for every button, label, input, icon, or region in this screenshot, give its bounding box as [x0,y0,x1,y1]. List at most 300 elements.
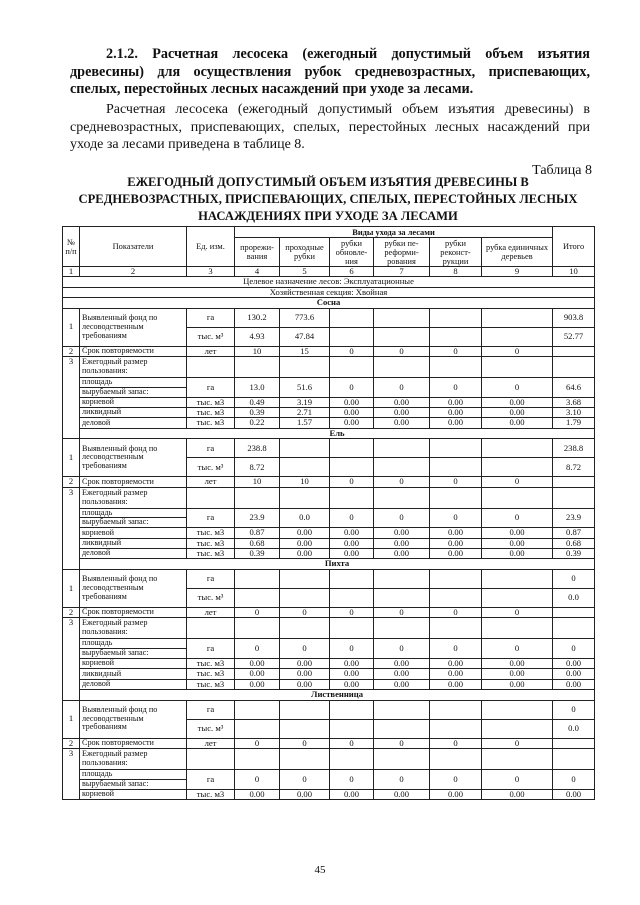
value-cell: 0.22 [235,418,280,428]
header-col: рубка единичных деревьев [482,238,553,267]
value-cell: 0.00 [330,679,374,689]
table-row [63,308,595,327]
value-cell [235,618,280,639]
value-cell [553,618,595,639]
index-cell: 10 [553,267,595,277]
table-label: Таблица 8 [532,163,592,178]
unit-cell [187,618,235,639]
species-name: Ель [80,428,595,438]
table-row [63,679,595,689]
indicator-label: корневой [80,789,187,799]
value-cell [374,308,430,327]
value-cell [374,439,430,458]
value-cell: 2.71 [280,408,330,418]
value-cell: 0.00 [374,679,430,689]
value-cell: 0.00 [482,549,553,559]
table-row [63,477,595,487]
species-row [63,690,595,700]
value-cell: 0.00 [280,538,330,548]
index-row [63,267,595,277]
value-cell: 0.0 [553,719,595,738]
value-cell: 0.00 [482,528,553,538]
value-cell: 0 [280,607,330,617]
unit-cell: га [187,439,235,458]
table-row [63,528,595,538]
index-cell: 6 [330,267,374,277]
header-total: Итого [553,227,595,267]
indicator-label: Выявленный фонд по лесоводственным требованиям [80,308,187,346]
table-row [63,700,595,719]
value-cell: 0 [374,607,430,617]
unit-cell: га [187,569,235,588]
value-cell: 903.8 [553,308,595,327]
value-cell: 0.00 [430,549,482,559]
unit-cell: тыс. м³ [187,327,235,346]
value-cell [280,487,330,508]
value-cell: 1.79 [553,418,595,428]
unit-cell: тыс. м3 [187,789,235,799]
value-cell: 0 [330,738,374,748]
unit-cell: тыс. м3 [187,397,235,407]
value-cell: 64.6 [553,378,595,398]
harvest-table [62,226,595,800]
value-cell: 0 [482,607,553,617]
value-cell: 3.68 [553,397,595,407]
table-row [63,397,595,407]
value-cell [430,327,482,346]
table-row [63,418,595,428]
table-row [63,789,595,799]
value-cell [330,719,374,738]
value-cell: 0.00 [430,528,482,538]
species-name: Лиственница [80,690,595,700]
value-cell: 0.00 [374,789,430,799]
value-cell: 0 [482,346,553,356]
value-cell: 0.68 [553,538,595,548]
value-cell: 0 [553,700,595,719]
indicator-label: ликвидный [80,669,187,679]
value-cell: 0 [235,738,280,748]
value-cell: 0 [430,639,482,659]
value-cell: 23.9 [235,508,280,528]
table-row [63,669,595,679]
value-cell: 0.00 [430,538,482,548]
header-col: прорежи-вания [235,238,280,267]
header-col: рубки реконст-рукции [430,238,482,267]
value-cell [430,700,482,719]
indicator-label: корневой [80,397,187,407]
section-cell: Хозяйственная секция: Хвойная [63,287,595,297]
header-unit: Ед. изм. [187,227,235,267]
value-cell: 10 [235,477,280,487]
value-cell [553,477,595,487]
indicator-label: Срок повторяемости [80,607,187,617]
value-cell: 23.9 [553,508,595,528]
indicator-label: площадь [80,508,187,518]
value-cell [280,618,330,639]
value-cell: 1.57 [280,418,330,428]
value-cell [482,357,553,378]
unit-cell: тыс. м³ [187,458,235,477]
value-cell: 0 [235,769,280,789]
unit-cell: лет [187,477,235,487]
value-cell: 0.00 [430,679,482,689]
value-cell: 52.77 [553,327,595,346]
value-cell [235,719,280,738]
value-cell [235,569,280,588]
indicator-label: площадь [80,769,187,779]
value-cell: 0.00 [235,679,280,689]
section-row [63,287,595,297]
value-cell: 0.00 [482,679,553,689]
value-cell: 0.00 [553,669,595,679]
species-name: Пихта [80,559,595,569]
value-cell: 0 [553,569,595,588]
value-cell [235,588,280,607]
value-cell [280,458,330,477]
value-cell: 0.39 [553,549,595,559]
value-cell [374,327,430,346]
value-cell: 0.00 [374,669,430,679]
value-cell: 0.00 [280,528,330,538]
value-cell [553,738,595,748]
value-cell: 0 [330,639,374,659]
value-cell: 0 [330,346,374,356]
value-cell [235,487,280,508]
unit-cell: тыс. м3 [187,538,235,548]
value-cell [330,458,374,477]
unit-cell: лет [187,607,235,617]
unit-cell [187,748,235,769]
value-cell: 0.87 [553,528,595,538]
species-row [63,428,595,438]
indicator-label: ликвидный [80,538,187,548]
value-cell [280,588,330,607]
value-cell: 0.00 [330,538,374,548]
indicator-label: Выявленный фонд по лесоводственным требованиям [80,439,187,477]
value-cell: 0.00 [374,418,430,428]
value-cell: 0.00 [430,397,482,407]
value-cell: 0 [330,769,374,789]
unit-cell: тыс. м³ [187,588,235,607]
value-cell [374,458,430,477]
value-cell [330,569,374,588]
value-cell [235,357,280,378]
value-cell: 0 [482,477,553,487]
value-cell: 0 [482,508,553,528]
value-cell [430,357,482,378]
value-cell [280,357,330,378]
value-cell [330,327,374,346]
value-cell: 0.00 [374,549,430,559]
value-cell [430,588,482,607]
value-cell: 0.00 [235,669,280,679]
row-number: 3 [63,618,80,700]
value-cell [482,569,553,588]
value-cell: 0 [280,639,330,659]
indicator-label: Ежегодный размер пользования: [80,487,187,508]
value-cell [482,439,553,458]
value-cell: 4.93 [235,327,280,346]
value-cell [374,487,430,508]
value-cell [330,700,374,719]
purpose-cell: Целевое назначение лесов: Эксплуатационные [63,277,595,287]
header-col: рубки пе-реформи-рования [374,238,430,267]
value-cell: 0 [330,378,374,398]
value-cell: 0.00 [374,538,430,548]
value-cell [482,327,553,346]
value-cell [330,487,374,508]
index-cell: 7 [374,267,430,277]
row-number: 3 [63,487,80,569]
table-row [63,439,595,458]
value-cell: 0.00 [280,549,330,559]
row-number: 2 [63,346,80,356]
value-cell: 10 [235,346,280,356]
indicator-label: вырубаемый запас: [80,779,187,789]
value-cell: 0.00 [482,538,553,548]
value-cell [280,569,330,588]
value-cell: 0.00 [280,679,330,689]
value-cell: 0.00 [330,669,374,679]
table-row [63,639,595,649]
table-row [63,549,595,559]
unit-cell: лет [187,346,235,356]
unit-cell: га [187,639,235,659]
row-number: 2 [63,607,80,617]
value-cell [430,308,482,327]
row-number: 1 [63,569,80,607]
unit-cell: га [187,378,235,398]
value-cell: 0.00 [330,418,374,428]
species-row [63,559,595,569]
value-cell: 0 [430,378,482,398]
value-cell [482,618,553,639]
header-indicator: Показатели [80,227,187,267]
value-cell: 8.72 [553,458,595,477]
indicator-label: площадь [80,639,187,649]
value-cell [374,588,430,607]
value-cell [482,719,553,738]
value-cell: 0.49 [235,397,280,407]
value-cell: 0.00 [430,669,482,679]
value-cell: 0 [374,346,430,356]
value-cell: 238.8 [553,439,595,458]
value-cell: 0 [374,769,430,789]
value-cell: 0 [330,477,374,487]
value-cell [482,700,553,719]
table-title: ЕЖЕГОДНЫЙ ДОПУСТИМЫЙ ОБЪЕМ ИЗЪЯТИЯ ДРЕВЕСИНЫ В СРЕДНЕВОЗРАСТНЫХ, ПРИСПЕВАЮЩИХ, СПЕЛЫХ, ПЕРЕСТОЙНЫХ ЛЕСНЫХ НАСАЖДЕНИЯХ ПРИ УХОДЕ ЗА ЛЕСАМИ [78,175,578,223]
value-cell [374,700,430,719]
value-cell: 0.0 [553,588,595,607]
table-row [63,769,595,779]
index-cell: 3 [187,267,235,277]
value-cell: 0.00 [553,658,595,668]
unit-cell: тыс. м³ [187,719,235,738]
value-cell [482,308,553,327]
value-cell [280,748,330,769]
value-cell: 0.00 [235,789,280,799]
value-cell: 0.00 [430,418,482,428]
table-row [63,508,595,518]
value-cell [553,607,595,617]
value-cell: 0 [374,378,430,398]
value-cell [374,569,430,588]
value-cell: 0 [553,639,595,659]
value-cell [330,618,374,639]
indicator-label: площадь [80,378,187,388]
row-number: 1 [63,308,80,346]
row-number: 2 [63,738,80,748]
value-cell: 0 [430,607,482,617]
table-row [63,346,595,356]
value-cell: 0.00 [430,789,482,799]
value-cell: 0.00 [330,789,374,799]
value-cell [330,439,374,458]
value-cell: 0.00 [374,658,430,668]
unit-cell: га [187,700,235,719]
indicator-label: Срок повторяемости [80,738,187,748]
unit-cell: тыс. м3 [187,549,235,559]
row-number: 1 [63,700,80,738]
unit-cell: лет [187,738,235,748]
value-cell [374,618,430,639]
indicator-label: ликвидный [80,408,187,418]
table-row [63,408,595,418]
species-name: Сосна [63,298,595,308]
indicator-label: Ежегодный размер пользования: [80,357,187,378]
index-cell: 1 [63,267,80,277]
unit-cell: га [187,769,235,789]
indicator-label: вырубаемый запас: [80,649,187,659]
value-cell [553,357,595,378]
value-cell: 0.00 [430,658,482,668]
unit-cell: тыс. м3 [187,408,235,418]
unit-cell: га [187,508,235,528]
table-body [63,227,595,800]
page-number: 45 [314,864,326,876]
value-cell: 0.00 [482,418,553,428]
unit-cell [187,357,235,378]
value-cell: 0.00 [374,408,430,418]
indicator-label: корневой [80,528,187,538]
value-cell: 0.00 [330,528,374,538]
header-group: Виды ухода за лесами [235,227,553,238]
indicator-label: вырубаемый запас: [80,518,187,528]
value-cell: 0.00 [482,658,553,668]
index-cell: 2 [80,267,187,277]
unit-cell: тыс. м3 [187,679,235,689]
row-number: 3 [63,748,80,799]
value-cell: 0.00 [280,789,330,799]
value-cell: 15 [280,346,330,356]
value-cell [330,748,374,769]
value-cell: 0.00 [374,397,430,407]
value-cell [430,719,482,738]
unit-cell: га [187,308,235,327]
table-row [63,607,595,617]
section-heading: 2.1.2. Расчетная лесосека (ежегодный допустимый объем изъятия древесины) для осуществления рубок средневозрастных, приспевающих, спелых, перестойных лесных насаждений при уходе за лесами. [70,46,590,97]
value-cell [553,487,595,508]
indicator-label: вырубаемый запас: [80,387,187,397]
value-cell: 0 [482,738,553,748]
unit-cell [187,487,235,508]
value-cell [235,748,280,769]
value-cell [330,588,374,607]
unit-cell: тыс. м3 [187,658,235,668]
value-cell: 0 [482,639,553,659]
value-cell: 8.72 [235,458,280,477]
value-cell: 0 [374,639,430,659]
indicator-label: Выявленный фонд по лесоводственным требованиям [80,700,187,738]
indicator-label: корневой [80,658,187,668]
value-cell: 0 [330,607,374,617]
value-cell [280,700,330,719]
purpose-row [63,277,595,287]
value-cell: 130.2 [235,308,280,327]
value-cell [374,748,430,769]
value-cell [430,439,482,458]
value-cell [430,487,482,508]
indicator-label: Срок повторяемости [80,477,187,487]
value-cell: 3.10 [553,408,595,418]
value-cell: 0.00 [482,789,553,799]
value-cell: 0.00 [330,397,374,407]
value-cell: 238.8 [235,439,280,458]
value-cell [553,748,595,769]
indicator-label: деловой [80,679,187,689]
value-cell: 3.19 [280,397,330,407]
header-col: проходные рубки [280,238,330,267]
value-cell: 0 [235,639,280,659]
value-cell [330,357,374,378]
value-cell: 0 [430,738,482,748]
value-cell [430,748,482,769]
value-cell: 0.00 [482,669,553,679]
value-cell: 0.39 [235,549,280,559]
value-cell [482,748,553,769]
value-cell: 13.0 [235,378,280,398]
index-cell: 9 [482,267,553,277]
value-cell [482,458,553,477]
value-cell: 0.00 [553,789,595,799]
value-cell [482,588,553,607]
header-num: № п/п [63,227,80,267]
value-cell: 0 [280,738,330,748]
unit-cell: тыс. м3 [187,528,235,538]
value-cell: 0 [374,738,430,748]
table-row [63,658,595,668]
value-cell: 0.00 [482,408,553,418]
value-cell: 0.87 [235,528,280,538]
value-cell [482,487,553,508]
value-cell: 10 [280,477,330,487]
row-number: 2 [63,477,80,487]
value-cell: 0.39 [235,408,280,418]
species-row [63,298,595,308]
value-cell: 0.0 [280,508,330,528]
value-cell: 773.6 [280,308,330,327]
index-cell: 8 [430,267,482,277]
value-cell: 0.00 [482,397,553,407]
unit-cell: тыс. м3 [187,669,235,679]
intro-paragraph: Расчетная лесосека (ежегодный допустимый объем изъятия древесины) в средневозрастных, приспевающих, спелых, перестойных лесных насаждений при уходе за лесами приведена в таблице 8. [70,102,590,152]
index-cell: 4 [235,267,280,277]
value-cell: 0 [430,769,482,789]
row-number: 1 [63,439,80,477]
row-number: 3 [63,357,80,439]
indicator-label: деловой [80,549,187,559]
